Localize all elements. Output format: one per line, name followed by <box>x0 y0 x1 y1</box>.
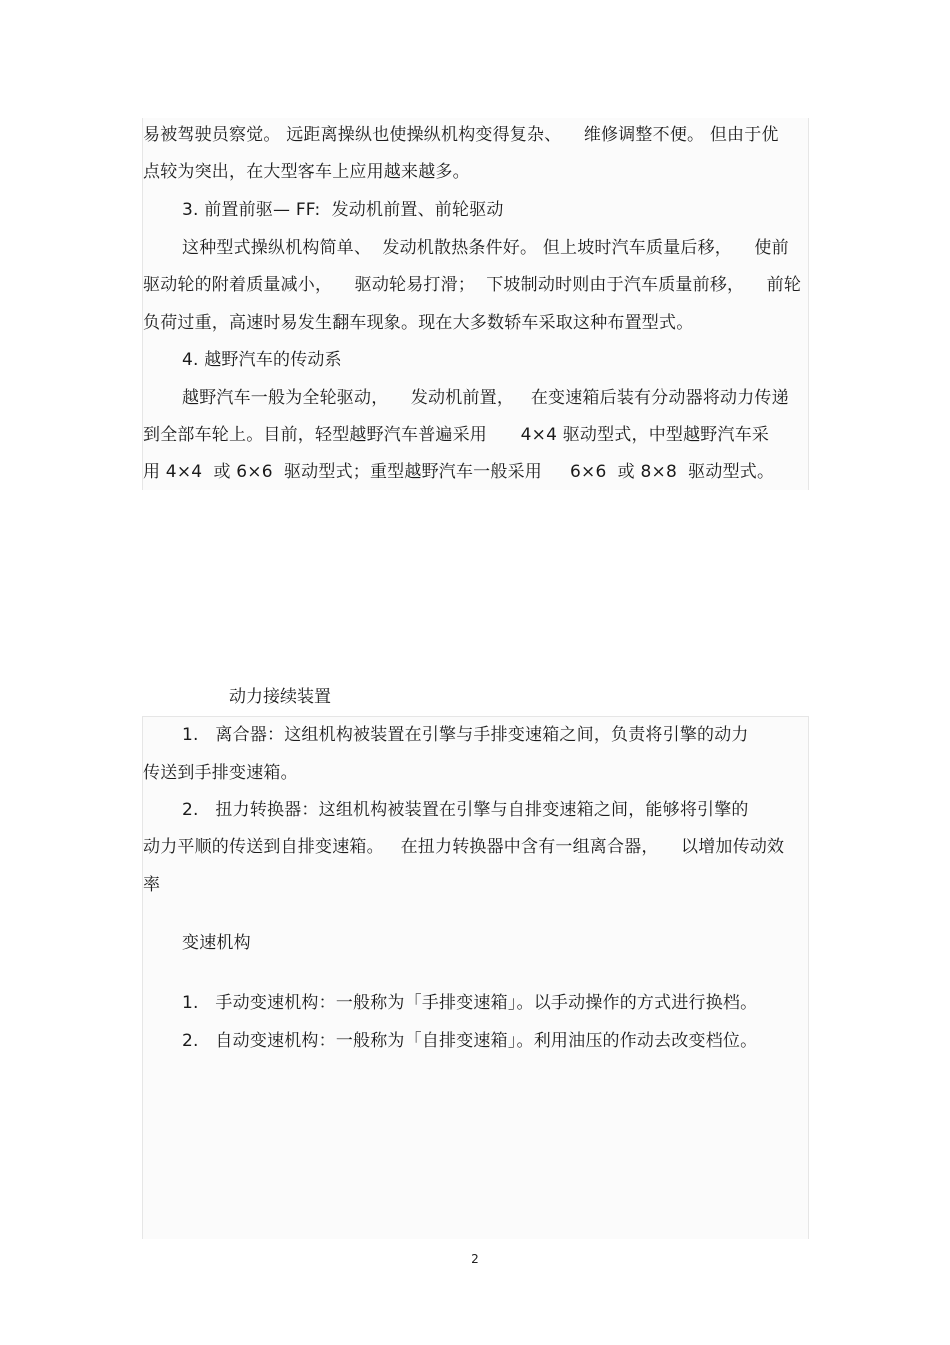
paragraph-line: 驱动轮的附着质量减小， 驱动轮易打滑； 下坡制动时则由于汽车质量前移， 前轮 <box>143 275 802 295</box>
section-heading-ff: 3. 前置前驱— FF: 发动机前置、前轮驱动 <box>182 200 504 220</box>
list-item: 2. 扭力转换器：这组机构被装置在引擎与自排变速箱之间，能够将引擎的 <box>182 800 749 820</box>
text-block-2 <box>142 716 809 1239</box>
list-item-continuation: 动力平顺的传送到自排变速箱。 在扭力转换器中含有一组离合器， 以增加传动效 <box>143 837 785 857</box>
page-number: 2 <box>471 1252 479 1266</box>
list-item: 1. 离合器：这组机构被装置在引擎与手排变速箱之间，负责将引擎的动力 <box>182 725 749 745</box>
paragraph-line: 越野汽车一般为全轮驱动， 发动机前置， 在变速箱后装有分动器将动力传递 <box>182 388 789 408</box>
list-item: 2. 自动变速机构：一般称为「自排变速箱」。利用油压的作动去改变档位。 <box>182 1031 758 1051</box>
paragraph-line: 到全部车轮上。目前，轻型越野汽车普遍采用 4×4 驱动型式，中型越野汽车采 <box>143 425 770 445</box>
paragraph-line: 用 4×4 或 6×6 驱动型式；重型越野汽车一般采用 6×6 或 8×8 驱动型式。 <box>143 462 775 482</box>
paragraph-line: 易被驾驶员察觉。 远距离操纵也使操纵机构变得复杂、 维修调整不便。 但由于优 <box>143 125 779 145</box>
paragraph-line: 这种型式操纵机构简单、 发动机散热条件好。 但上坡时汽车质量后移， 使前 <box>182 238 789 258</box>
list-item-continuation: 率 <box>143 875 161 895</box>
paragraph-line: 点较为突出，在大型客车上应用越来越多。 <box>143 162 470 182</box>
transmission-heading: 变速机构 <box>182 933 251 953</box>
paragraph-line: 负荷过重，高速时易发生翻车现象。现在大多数轿车采取这种布置型式。 <box>143 313 694 333</box>
list-item-continuation: 传送到手排变速箱。 <box>143 763 298 783</box>
section-heading-offroad: 4. 越野汽车的传动系 <box>182 350 342 370</box>
power-coupling-heading: 动力接续装置 <box>229 687 331 707</box>
list-item: 1. 手动变速机构：一般称为「手排变速箱」。以手动操作的方式进行换档。 <box>182 993 758 1013</box>
